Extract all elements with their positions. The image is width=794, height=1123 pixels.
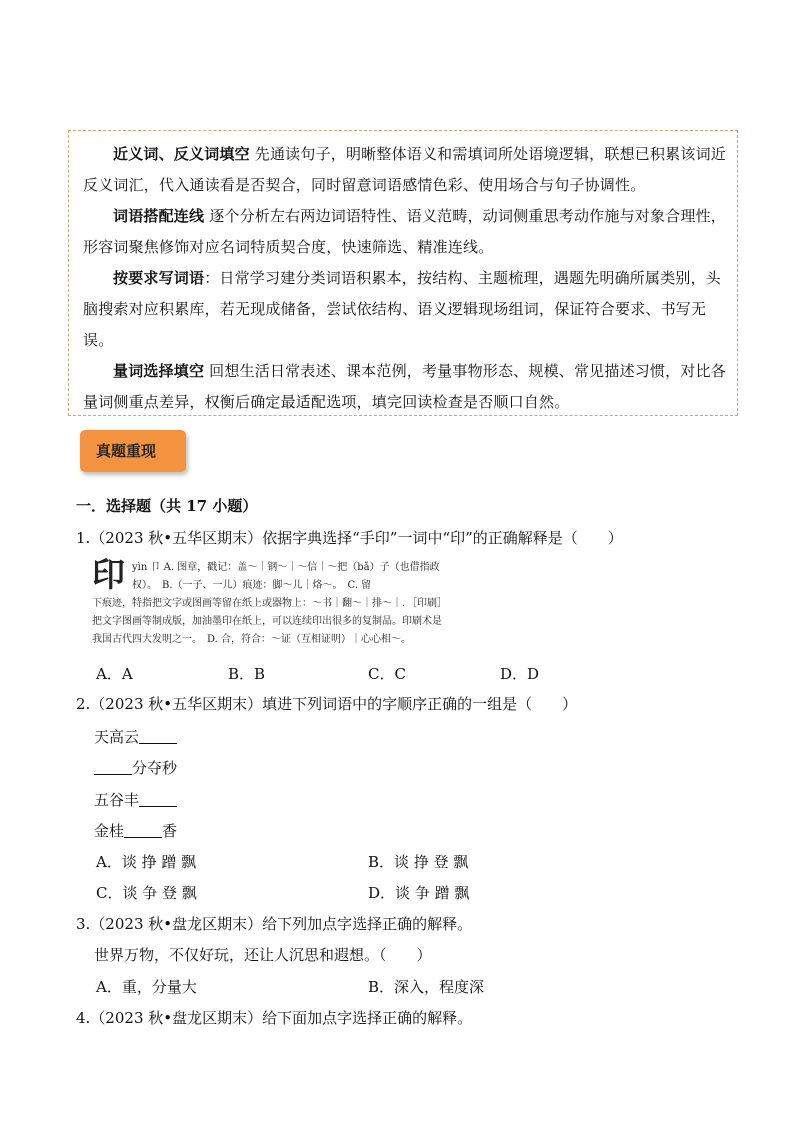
tip-write-words bbox=[83, 263, 727, 356]
dict-char: 印 bbox=[92, 555, 125, 594]
tip-title: 按要求写词语 bbox=[113, 269, 205, 287]
q2-word-4 bbox=[94, 820, 177, 841]
question-1-stem: 1.（2023 秋•五华区期末）依据字典选择“手印”一词中“印”的正确解释是（ ） bbox=[76, 529, 623, 547]
q2-word-4a-text: 金桂 bbox=[94, 822, 125, 840]
q3-option-a[interactable]: A．重，分量大 bbox=[96, 978, 197, 996]
q2-option-b[interactable]: B．谈 挣 登 飘 bbox=[368, 853, 469, 871]
q2-word-4b-text: 香 bbox=[162, 822, 178, 840]
tip-measure-words bbox=[83, 356, 727, 418]
question-4-stem: 4.（2023 秋•盘龙区期末）给下面加点字选择正确的解释。 bbox=[76, 1009, 473, 1027]
q3-option-b[interactable]: B．深入，程度深 bbox=[368, 978, 485, 996]
section-tag: 真题重现 bbox=[80, 430, 186, 472]
q1-option-d[interactable]: D．D bbox=[500, 665, 540, 683]
dict-text-1: yìn 卩 A. 图章，戳记：盖～｜钢～｜～信｜～把（bǎ）子（也借指政权）。 B.（一子、一儿）痕迹：脚～儿｜烙～。 C. 留 bbox=[132, 562, 440, 591]
tips-box bbox=[68, 130, 738, 416]
blank-line[interactable] bbox=[94, 759, 132, 775]
dictionary-image bbox=[92, 557, 448, 651]
q2-word-1 bbox=[94, 726, 177, 747]
dict-text-2: 下痕迹，特指把文字或图画等留在纸上或器物上：～书｜翻～｜排～｜．［印刷］把文字图画等制成版，加油墨印在纸上，可以连续印出很多的复制品。印刷术是我国古代四大发明之一。 D. 合，符合：～证（互相证明）｜心心相～。 bbox=[92, 598, 442, 645]
q1-option-a[interactable]: A．A bbox=[96, 665, 133, 683]
q1-option-c[interactable]: C．C bbox=[368, 665, 406, 683]
tip-title: 词语搭配连线 bbox=[113, 207, 205, 225]
q2-option-c[interactable]: C．谈 争 登 飘 bbox=[96, 884, 197, 902]
q2-word-3-text: 五谷丰 bbox=[94, 791, 140, 809]
tip-collocation bbox=[83, 201, 727, 263]
blank-line[interactable] bbox=[124, 822, 162, 838]
tip-title: 近义词、反义词填空 bbox=[113, 145, 250, 163]
question-3-stem: 3.（2023 秋•盘龙区期末）给下列加点字选择正确的解释。 bbox=[76, 915, 473, 933]
blank-line[interactable] bbox=[139, 791, 177, 807]
tip-synonym bbox=[83, 139, 727, 201]
q2-word-1-text: 天高云 bbox=[94, 728, 140, 746]
q2-word-2-text: 分夺秒 bbox=[132, 759, 178, 777]
question-2-stem: 2.（2023 秋•五华区期末）填进下列词语中的字顺序正确的一组是（ ） bbox=[76, 695, 578, 713]
section-title: 一．选择题（共 17 小题） bbox=[76, 497, 258, 515]
tip-text: 先通读句子，明晰整体语义和需填词所处语境逻辑，联想已积累该词近反义词汇，代入通读看是否契合，同时留意词语感情色彩、使用场合与句子协调性。 bbox=[83, 145, 726, 194]
q2-word-2 bbox=[94, 757, 177, 778]
tip-text: 回想生活日常表述、课本范例，考量事物形态、规模、常见描述习惯，对比各量词侧重点差异，权衡后确定最适配选项，填完回读检查是否顺口自然。 bbox=[83, 362, 726, 411]
tip-title: 量词选择填空 bbox=[113, 362, 205, 380]
tip-text: ：日常学习建分类词语积累本，按结构、主题梳理，遇题先明确所属类别，头脑搜索对应积累库，若无现成储备，尝试依结构、语义逻辑现场组词，保证符合要求、书写无误。 bbox=[83, 269, 722, 349]
tip-text: 逐个分析左右两边词语特性、语义范畴，动词侧重思考动作施与对象合理性，形容词聚焦修饰对应名词特质契合度，快速筛选、精准连线。 bbox=[83, 207, 726, 256]
blank-line[interactable] bbox=[139, 728, 177, 744]
q2-option-d[interactable]: D．谈 争 蹭 飘 bbox=[368, 884, 470, 902]
q3-sentence: 世界万物，不仅好玩，还让人沉思和遐想。（ ） bbox=[94, 946, 432, 964]
q2-word-3 bbox=[94, 789, 177, 810]
q1-option-b[interactable]: B．B bbox=[228, 665, 266, 683]
q2-option-a[interactable]: A．谈 挣 蹭 飘 bbox=[96, 853, 197, 871]
